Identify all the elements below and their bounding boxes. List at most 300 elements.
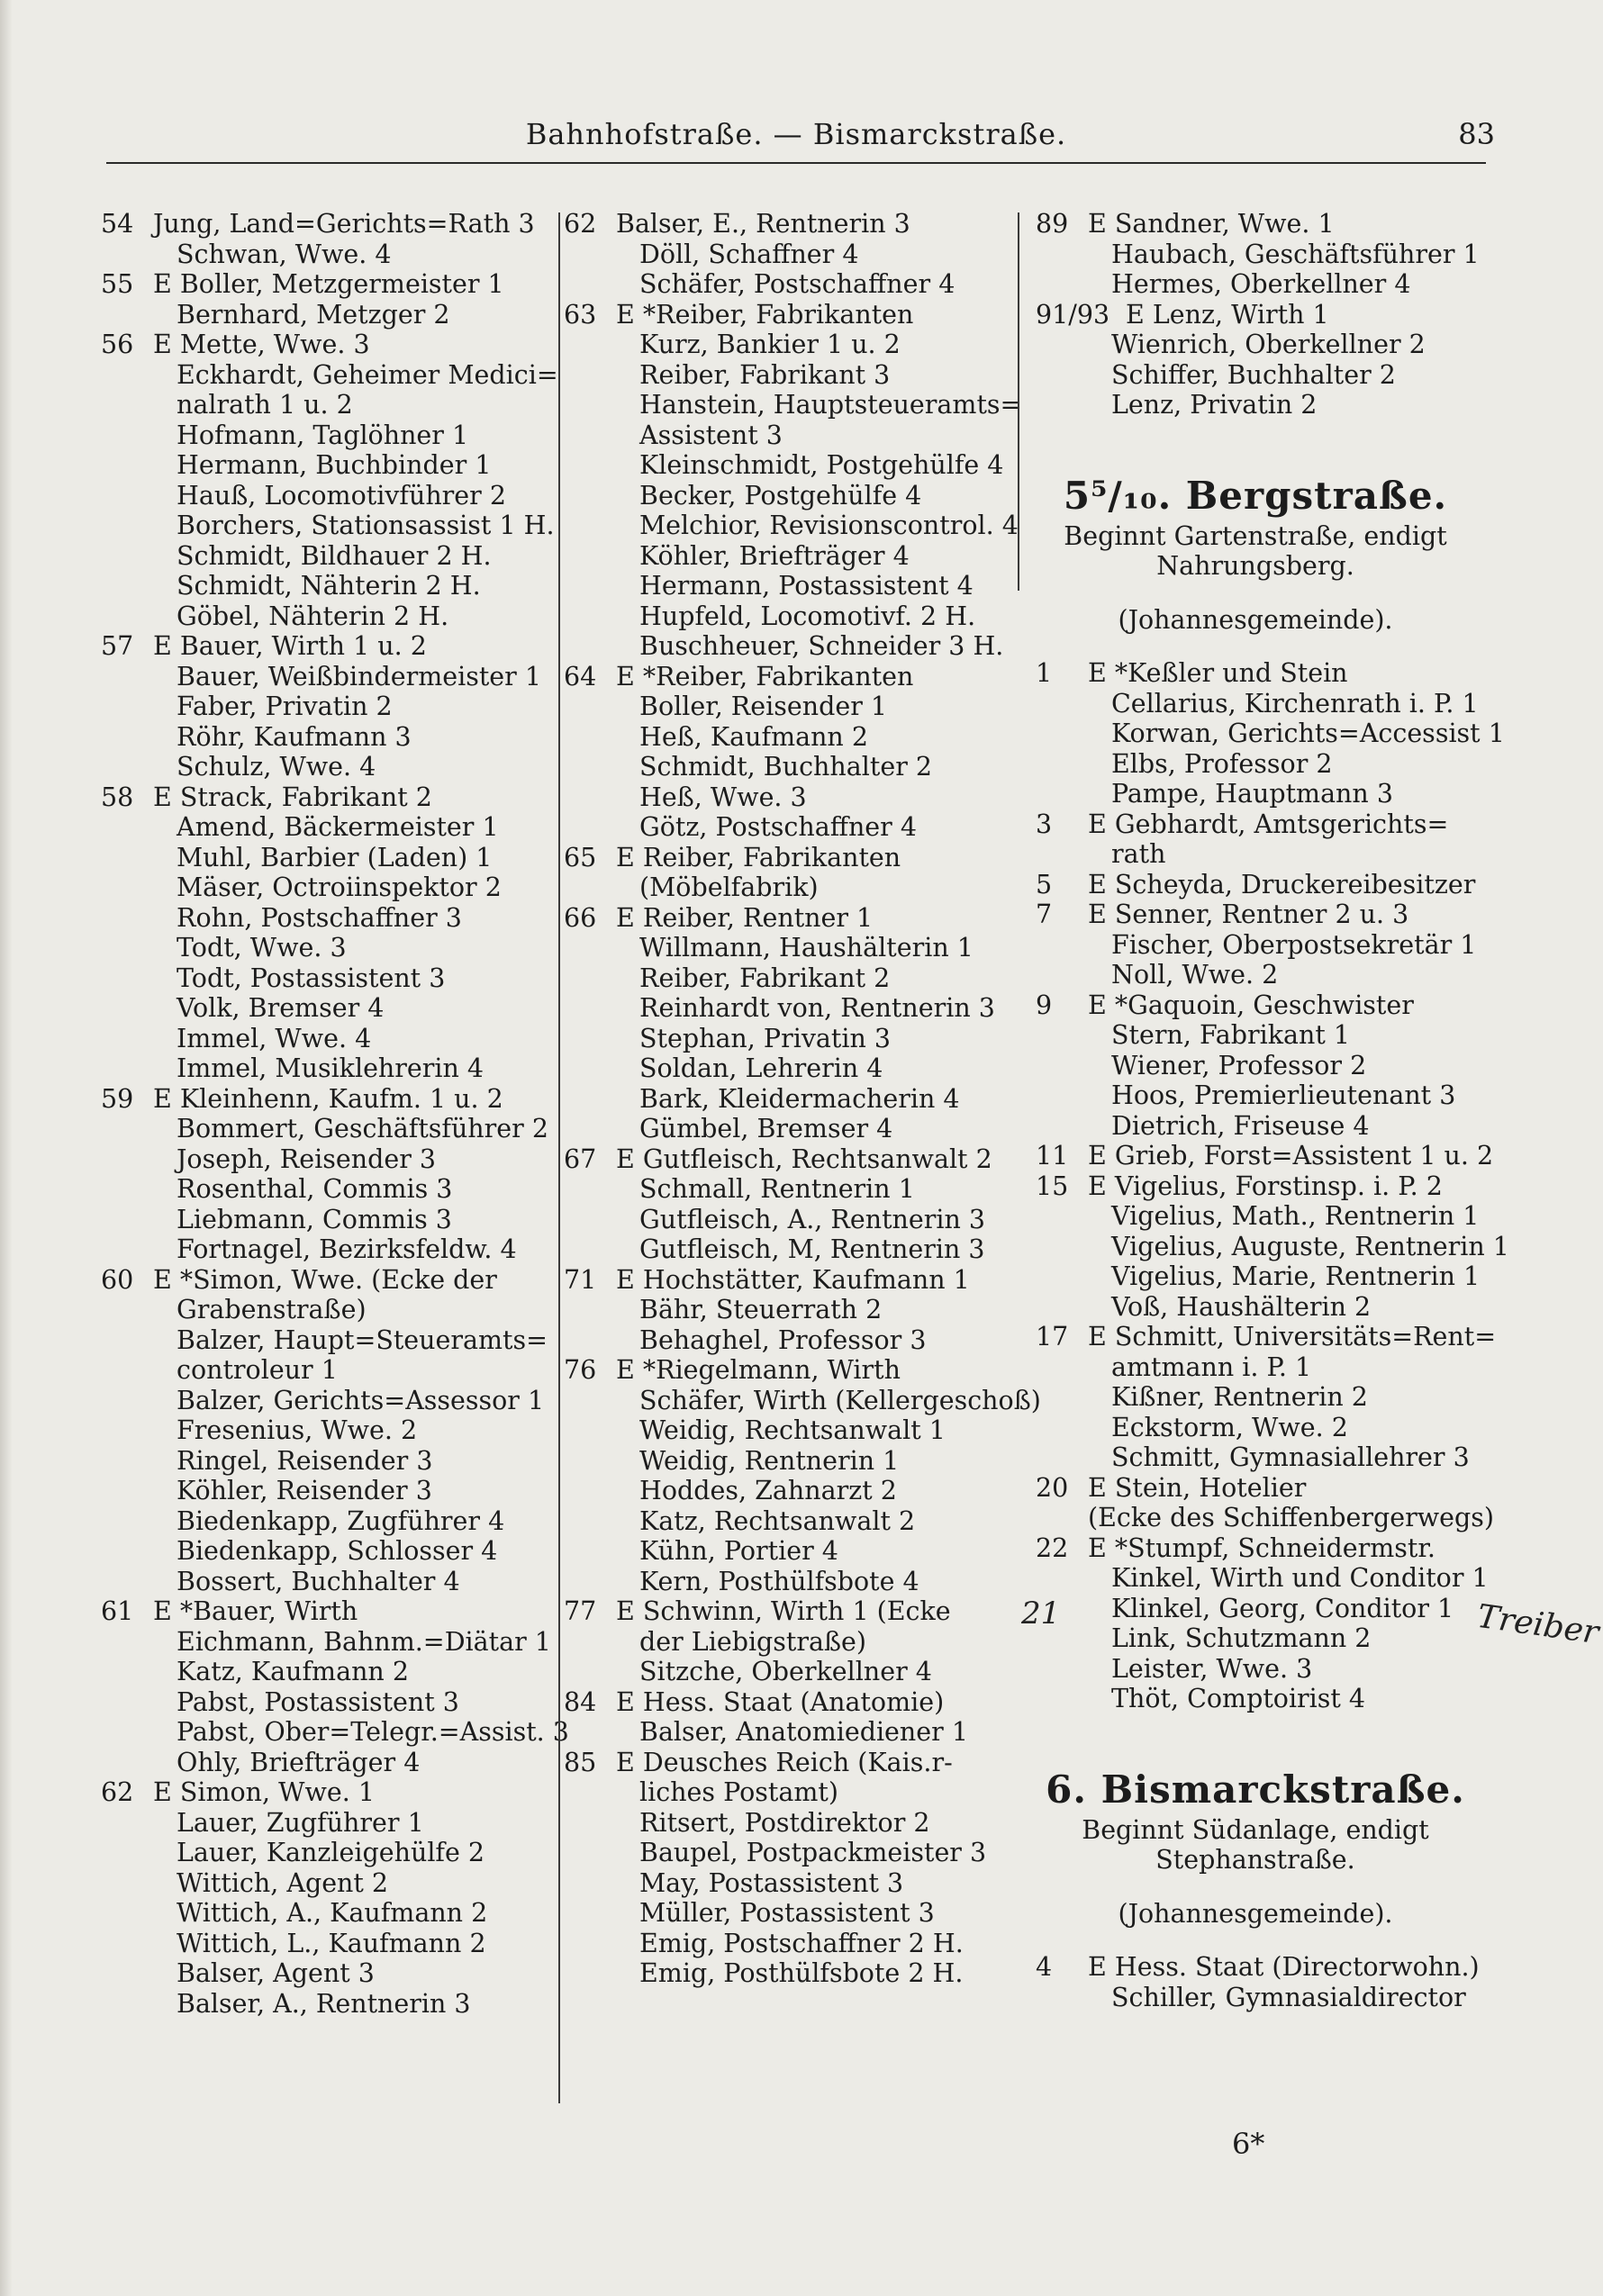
house-number: 4: [1036, 1952, 1053, 1982]
directory-entry: [1036, 960, 1475, 990]
handwritten-annotation: Treiber: [1474, 1597, 1601, 1652]
directory-entry: [101, 511, 557, 541]
house-number: 76: [564, 1355, 597, 1385]
entry-text: Kurz, Bankier 1 u. 2: [639, 330, 901, 359]
entry-text: E Hess. Staat (Directorwohn.): [1088, 1952, 1480, 1982]
directory-entry: [564, 360, 1025, 391]
directory-entry: [564, 240, 1025, 270]
entry-text: Ritsert, Postdirektor 2: [639, 1807, 930, 1838]
entry-text: Döll, Schaffner 4: [639, 239, 859, 269]
directory-entry: [1036, 390, 1475, 420]
entry-text: E Mette, Wwe. 3: [153, 330, 370, 359]
directory-entry: [564, 1687, 1025, 1718]
entry-text: Amend, Bäckermeister 1: [177, 812, 499, 842]
entry-text: Lauer, Kanzleigehülfe 2: [177, 1838, 485, 1867]
directory-entry: [564, 330, 1025, 360]
directory-entry: [1036, 1442, 1475, 1473]
directory-entry: [101, 722, 557, 753]
directory-entry: [1036, 1473, 1475, 1504]
entry-text: Biedenkapp, Zugführer 4: [177, 1505, 505, 1536]
entry-text: Hoddes, Zahnarzt 2: [639, 1476, 897, 1505]
directory-entry: [564, 993, 1025, 1024]
entry-text: Katz, Rechtsanwalt 2: [639, 1505, 916, 1536]
directory-entry: [564, 933, 1025, 963]
entry-text: Hermann, Postassistent 4: [639, 571, 974, 601]
entry-text: E *Keßler und Stein: [1088, 658, 1348, 688]
directory-entry: [101, 1265, 557, 1296]
entry-text: Schiller, Gymnasialdirector: [1111, 1982, 1466, 2012]
house-number: 91/93: [1036, 299, 1110, 330]
directory-entry: [564, 903, 1025, 934]
signature-mark: 6*: [1232, 2127, 1265, 2161]
directory-entry: [101, 330, 557, 360]
entry-text: E Vigelius, Forstinsp. i. P. 2: [1088, 1171, 1443, 1201]
entry-text: Bauer, Weißbindermeister 1: [177, 661, 541, 692]
directory-entry: [1036, 1141, 1494, 1171]
directory-entry: [564, 1717, 1025, 1748]
house-number: 20: [1036, 1472, 1069, 1503]
directory-entry: [1036, 1171, 1475, 1202]
entry-text: Hupfeld, Locomotivf. 2 H.: [639, 601, 976, 631]
house-number: 61: [101, 1596, 134, 1626]
house-number: 57: [101, 631, 134, 661]
directory-entry: [564, 1748, 1025, 1778]
entry-text: Bernhard, Metzger 2: [177, 299, 450, 330]
section-description: Stephanstraße.: [1155, 1845, 1355, 1875]
directory-entry: [101, 420, 557, 451]
entry-text: Kinkel, Wirth und Conditor 1: [1111, 1563, 1489, 1593]
directory-entry: [1036, 1322, 1497, 1352]
directory-entry: [564, 1265, 1025, 1296]
directory-entry: [101, 1808, 557, 1839]
entry-text: E *Reiber, Fabrikanten: [616, 299, 914, 330]
page-number: 83: [1458, 117, 1495, 151]
directory-entry: [564, 1476, 1025, 1506]
directory-entry: [1036, 839, 1475, 870]
directory-entry: [564, 1627, 1025, 1658]
directory-entry: [1036, 899, 1475, 930]
entry-text: E Simon, Wwe. 1: [153, 1777, 375, 1807]
entry-text: liches Postamt): [639, 1777, 838, 1807]
entry-text: Kißner, Rentnerin 2: [1111, 1382, 1368, 1412]
entry-text: E *Stumpf, Schneidermstr.: [1088, 1532, 1435, 1563]
section-description: (Johannesgemeinde).: [1118, 1898, 1393, 1929]
directory-entry: [564, 1325, 1025, 1356]
entry-text: E Hochstätter, Kaufmann 1: [616, 1264, 970, 1295]
entry-text: Köhler, Reisender 3: [177, 1476, 432, 1505]
house-number: 17: [1036, 1322, 1069, 1351]
entry-text: Schmidt, Buchhalter 2: [639, 752, 933, 782]
directory-entry: [564, 843, 1025, 873]
entry-text: E Stein, Hotelier: [1088, 1472, 1307, 1503]
entry-text: Thöt, Comptoirist 4: [1111, 1684, 1366, 1713]
house-number: 22: [1036, 1532, 1069, 1563]
directory-entry: [564, 300, 1025, 330]
directory-entry: [564, 1355, 1025, 1386]
directory-entry: [101, 1325, 557, 1356]
directory-entry: [101, 1386, 557, 1416]
directory-entry: [101, 1476, 557, 1506]
entry-text: Korwan, Gerichts=Accessist 1: [1111, 719, 1505, 748]
entry-text: E Gutfleisch, Rechtsanwalt 2: [616, 1143, 992, 1174]
entry-text: Reiber, Fabrikant 2: [639, 963, 891, 993]
entry-text: E *Simon, Wwe. (Ecke der: [153, 1264, 497, 1295]
directory-entry: [564, 481, 1025, 511]
house-number: 15: [1036, 1171, 1069, 1201]
entry-text: Melchior, Revisionscontrol. 4: [639, 511, 1019, 540]
directory-entry: [1036, 209, 1475, 240]
directory-entry: [101, 450, 557, 481]
house-number: 63: [564, 299, 597, 330]
entry-text: Bossert, Buchhalter 4: [177, 1566, 460, 1596]
entry-text: Becker, Postgehülfe 4: [639, 480, 922, 511]
section-description: Beginnt Südanlage, endigt: [1082, 1814, 1429, 1845]
entry-text: Lenz, Privatin 2: [1111, 390, 1318, 420]
directory-entry: [1036, 1080, 1475, 1111]
directory-entry: [101, 1174, 557, 1205]
house-number: 89: [1036, 209, 1069, 239]
directory-entry: [101, 1295, 557, 1325]
entry-text: Immel, Musiklehrerin 4: [177, 1053, 485, 1083]
directory-entry: [1036, 1594, 1475, 1624]
directory-entry: [1036, 1983, 1475, 2013]
directory-entry: [564, 1898, 1025, 1929]
entry-text: Bommert, Geschäftsführer 2: [177, 1114, 548, 1143]
entry-text: Schmitt, Gymnasiallehrer 3: [1111, 1442, 1470, 1472]
directory-entry: [101, 481, 557, 511]
entry-text: Wittich, A., Kaufmann 2: [177, 1898, 488, 1928]
directory-entry: [101, 843, 557, 873]
entry-text: E Schmitt, Universitäts=Rent=: [1088, 1322, 1497, 1351]
directory-entry: [564, 1205, 1025, 1235]
directory-entry: [101, 1687, 557, 1718]
entry-text: E *Gaquoin, Geschwister: [1088, 990, 1414, 1020]
entry-text: Emig, Postschaffner 2 H.: [639, 1928, 964, 1958]
entry-text: Balzer, Haupt=Steueramts=: [177, 1324, 548, 1355]
entry-text: amtmann i. P. 1: [1111, 1351, 1312, 1382]
house-number: 62: [101, 1777, 134, 1807]
directory-entry: [101, 933, 557, 963]
section-description: Beginnt Gartenstraße, endigt: [1064, 520, 1447, 551]
entry-text: Eckstorm, Wwe. 2: [1111, 1412, 1348, 1442]
house-number: 71: [564, 1264, 597, 1295]
entry-text: Schulz, Wwe. 4: [177, 752, 376, 782]
directory-entry: [564, 1808, 1025, 1839]
directory-entry: [101, 269, 557, 300]
house-number: 55: [101, 269, 134, 299]
entry-text: Eichmann, Bahnm.=Diätar 1: [177, 1626, 551, 1657]
directory-entry: [564, 662, 1025, 692]
directory-entry: [101, 1627, 557, 1658]
entry-text: Schmidt, Bildhauer 2 H.: [177, 540, 492, 571]
directory-entry: [1036, 658, 1475, 689]
directory-entry: [1036, 1684, 1475, 1714]
entry-text: Müller, Postassistent 3: [639, 1898, 935, 1928]
entry-text: Wittich, Agent 2: [177, 1867, 389, 1898]
directory-entry: [564, 1929, 1025, 1959]
entry-text: rath: [1111, 839, 1166, 869]
directory-entry: [1036, 809, 1475, 840]
entry-text: Balzer, Gerichts=Assessor 1: [177, 1385, 545, 1415]
entry-text: nalrath 1 u. 2: [177, 390, 353, 420]
entry-text: Rosenthal, Commis 3: [177, 1174, 453, 1204]
directory-entry: [564, 209, 1025, 240]
directory-entry: [564, 1415, 1025, 1446]
directory-entry: [564, 1777, 1025, 1808]
directory-entry: [564, 1446, 1025, 1477]
directory-entry: [101, 1205, 557, 1235]
column-divider-1: [558, 212, 560, 2103]
directory-entry: [1036, 870, 1475, 900]
entry-text: Fortnagel, Bezirksfeldw. 4: [177, 1234, 517, 1264]
directory-entry: [564, 752, 1025, 782]
entry-text: Heß, Kaufmann 2: [639, 721, 868, 752]
directory-entry: [1036, 1623, 1475, 1654]
directory-entry: [564, 1506, 1025, 1537]
entry-text: Ringel, Reisender 3: [177, 1445, 433, 1476]
entry-text: Todt, Postassistent 3: [177, 963, 446, 993]
directory-entry: [101, 1868, 557, 1899]
directory-entry: [1036, 1051, 1475, 1081]
entry-text: E Lenz, Wirth 1: [1126, 299, 1329, 330]
directory-entry: [1036, 1111, 1475, 1142]
directory-entry: [564, 872, 1025, 903]
spacer: [1036, 420, 1475, 471]
directory-entry: [101, 812, 557, 843]
entry-text: E Strack, Fabrikant 2: [153, 782, 432, 812]
entry-text: E Reiber, Fabrikanten: [616, 842, 901, 872]
entry-text: E Schwinn, Wirth 1 (Ecke: [616, 1596, 951, 1626]
entry-text: Schäfer, Postschaffner 4: [639, 269, 955, 299]
entry-text: Immel, Wwe. 4: [177, 1023, 372, 1053]
entry-text: Schmall, Rentnerin 1: [639, 1174, 915, 1204]
directory-entry: [1036, 239, 1480, 270]
directory-entry: [101, 360, 557, 391]
spacer: [1036, 1714, 1475, 1765]
directory-entry: [1036, 1563, 1489, 1594]
house-number: 59: [101, 1083, 134, 1114]
directory-entry: [564, 1536, 1025, 1567]
directory-entry: [564, 1567, 1025, 1597]
directory-entry: [101, 209, 557, 240]
house-number: 3: [1036, 809, 1053, 839]
directory-entry: [564, 420, 1025, 451]
entry-text: E Deusches Reich (Kais.r-: [616, 1747, 953, 1777]
directory-entry: [101, 240, 557, 270]
entry-text: Kleinschmidt, Postgehülfe 4: [639, 450, 1004, 480]
entry-text: Assistent 3: [639, 420, 783, 450]
entry-text: Balser, Agent 3: [177, 1958, 375, 1988]
directory-entry: [564, 963, 1025, 994]
directory-entry: [101, 1144, 557, 1175]
house-number: 7: [1036, 899, 1053, 929]
entry-text: Fischer, Oberpostsekretär 1: [1111, 929, 1477, 960]
house-number: 5: [1036, 869, 1053, 899]
entry-text: Schwan, Wwe. 4: [177, 239, 392, 269]
directory-entry: [1036, 1292, 1475, 1323]
entry-text: E Gebhardt, Amtsgerichts=: [1088, 809, 1449, 839]
directory-entry: [101, 752, 557, 782]
entry-text: Röhr, Kaufmann 3: [177, 721, 412, 752]
entry-text: Katz, Kaufmann 2: [177, 1657, 409, 1686]
directory-entry: [564, 1838, 1025, 1868]
entry-text: Balser, Anatomiediener 1: [639, 1717, 968, 1747]
entry-text: Kühn, Portier 4: [639, 1536, 838, 1566]
entry-text: Klinkel, Georg, Conditor 1: [1111, 1593, 1454, 1623]
entry-text: Elbs, Professor 2: [1111, 748, 1333, 779]
directory-entry: [1036, 1382, 1475, 1413]
entry-text: E Boller, Metzgermeister 1: [153, 269, 504, 299]
entry-text: E Grieb, Forst=Assistent 1 u. 2: [1088, 1141, 1494, 1171]
entry-text: Muhl, Barbier (Laden) 1: [177, 842, 493, 872]
entry-text: Bähr, Steuerrath 2: [639, 1295, 883, 1324]
entry-text: Heß, Wwe. 3: [639, 782, 807, 812]
directory-entry: [1036, 1020, 1475, 1051]
directory-entry: [1036, 300, 1475, 330]
directory-entry: [564, 1958, 1025, 1989]
directory-entry: [101, 1717, 569, 1748]
entry-text: E Kleinhenn, Kaufm. 1 u. 2: [153, 1083, 503, 1114]
section-heading: 5⁵/₁₀. Bergstraße.: [1063, 473, 1448, 518]
directory-entry: [1036, 1201, 1480, 1232]
entry-text: E *Riegelmann, Wirth: [616, 1355, 901, 1385]
directory-entry: [101, 1355, 557, 1386]
entry-text: Voß, Haushälterin 2: [1111, 1291, 1372, 1322]
entry-text: Hauß, Locomotivführer 2: [177, 480, 506, 511]
house-number: 77: [564, 1596, 597, 1626]
entry-text: Pabst, Ober=Telegr.=Assist. 3: [177, 1717, 569, 1747]
directory-entry: [101, 300, 557, 330]
directory-entry: [101, 1929, 557, 1959]
house-number: 64: [564, 661, 597, 692]
entry-text: Vigelius, Marie, Rentnerin 1: [1111, 1261, 1481, 1291]
directory-entry: [101, 1415, 557, 1446]
entry-text: Rohn, Postschaffner 3: [177, 902, 462, 933]
entry-text: Vigelius, Math., Rentnerin 1: [1111, 1201, 1480, 1231]
directory-entry: [564, 1596, 1025, 1627]
directory-entry: [1036, 1352, 1475, 1383]
directory-entry: [564, 601, 1025, 632]
directory-entry: [564, 1024, 1025, 1054]
directory-entry: [101, 1536, 557, 1567]
entry-text: Stephan, Privatin 3: [639, 1023, 892, 1053]
entry-text: Noll, Wwe. 2: [1111, 960, 1279, 990]
entry-text: Volk, Bremser 4: [177, 993, 385, 1023]
column-3: [1036, 209, 1509, 2012]
section-description: Nahrungsberg.: [1156, 551, 1354, 581]
entry-text: Gutfleisch, M, Rentnerin 3: [639, 1234, 985, 1264]
directory-entry: [1036, 1533, 1475, 1564]
entry-text: Cellarius, Kirchenrath i. P. 1: [1111, 688, 1479, 719]
directory-entry: [101, 692, 557, 722]
directory-entry: [101, 993, 557, 1024]
directory-entry: [564, 511, 1025, 541]
entry-text: Mäser, Octroiinspektor 2: [177, 872, 502, 902]
entry-text: Hofmann, Taglöhner 1: [177, 420, 469, 450]
directory-entry: [564, 692, 1025, 722]
spacer: [1036, 1876, 1475, 1899]
entry-text: Göbel, Nähterin 2 H.: [177, 601, 449, 631]
entry-text: E Scheyda, Druckereibesitzer: [1088, 869, 1476, 899]
house-number: 56: [101, 330, 134, 359]
entry-text: Bark, Kleidermacherin 4: [639, 1083, 960, 1114]
entry-text: Eckhardt, Geheimer Medici=: [177, 359, 558, 390]
entry-text: Hermes, Oberkellner 4: [1111, 269, 1411, 299]
column-1: [101, 209, 569, 2019]
directory-entry: [1036, 719, 1505, 749]
entry-text: Weidig, Rechtsanwalt 1: [639, 1415, 946, 1445]
directory-entry: [101, 1777, 557, 1808]
column-divider-2: [1018, 212, 1019, 591]
directory-entry: [1036, 688, 1479, 719]
page-binding-edge: [0, 0, 13, 2296]
entry-text: Jung, Land=Gerichts=Rath 3: [153, 209, 535, 239]
directory-entry: [101, 1446, 557, 1477]
directory-entry: [1036, 1503, 1495, 1533]
directory-entry: [564, 1295, 1025, 1325]
directory-entry: [101, 631, 557, 662]
directory-entry: [1036, 330, 1475, 360]
directory-entry: [101, 1898, 557, 1929]
entry-text: Hermann, Buchbinder 1: [177, 450, 492, 480]
entry-text: Baupel, Postpackmeister 3: [639, 1838, 987, 1867]
entry-text: Hanstein, Hauptsteueramts=: [639, 390, 1022, 420]
entry-text: E Senner, Rentner 2 u. 3: [1088, 899, 1409, 929]
entry-text: Boller, Reisender 1: [639, 692, 888, 721]
house-number: 66: [564, 902, 597, 933]
directory-entry: [101, 662, 557, 692]
directory-entry: [1036, 360, 1475, 391]
directory-entry: [101, 903, 557, 934]
directory-entry: [101, 1053, 557, 1084]
entry-text: Kern, Posthülfsbote 4: [639, 1566, 919, 1596]
directory-entry: [564, 782, 1025, 813]
entry-text: E Reiber, Rentner 1: [616, 902, 874, 933]
entry-text: E Bauer, Wirth 1 u. 2: [153, 631, 427, 661]
directory-entry: [564, 269, 1025, 300]
directory-entry: [101, 1657, 557, 1687]
section-heading: 6. Bismarckstraße.: [1046, 1767, 1465, 1812]
entry-text: Köhler, Briefträger 4: [639, 540, 910, 571]
entry-text: Stern, Fabrikant 1: [1111, 1020, 1351, 1050]
entry-text: Schiffer, Buchhalter 2: [1111, 359, 1396, 390]
entry-text: Willmann, Haushälterin 1: [639, 933, 974, 963]
directory-entry: [101, 1506, 557, 1537]
entry-text: Soldan, Lehrerin 4: [639, 1053, 883, 1083]
entry-text: Gümbel, Bremser 4: [639, 1114, 893, 1143]
entry-text: Gutfleisch, A., Rentnerin 3: [639, 1204, 986, 1234]
entry-text: Dietrich, Friseuse 4: [1111, 1110, 1370, 1141]
directory-entry: [1036, 990, 1475, 1021]
directory-entry: [564, 1084, 1025, 1115]
directory-entry: [101, 601, 557, 632]
spacer: [1036, 1929, 1475, 1952]
entry-text: Haubach, Geschäftsführer 1: [1111, 239, 1480, 269]
entry-text: (Ecke des Schiffenbergerwegs): [1088, 1503, 1495, 1532]
house-number: 11: [1036, 1141, 1069, 1171]
entry-text: E Hess. Staat (Anatomie): [616, 1686, 945, 1717]
directory-entry: [101, 1989, 557, 2020]
entry-text: Vigelius, Auguste, Rentnerin 1: [1111, 1231, 1509, 1261]
house-number: 58: [101, 782, 134, 812]
directory-entry: [564, 1144, 1025, 1175]
house-number: 85: [564, 1747, 597, 1777]
directory-entry: [101, 1958, 557, 1989]
house-number: 62: [564, 209, 597, 239]
directory-entry: [564, 541, 1025, 572]
entry-text: Link, Schutzmann 2: [1111, 1623, 1372, 1653]
entry-text: Emig, Posthülfsbote 2 H.: [639, 1958, 964, 1988]
